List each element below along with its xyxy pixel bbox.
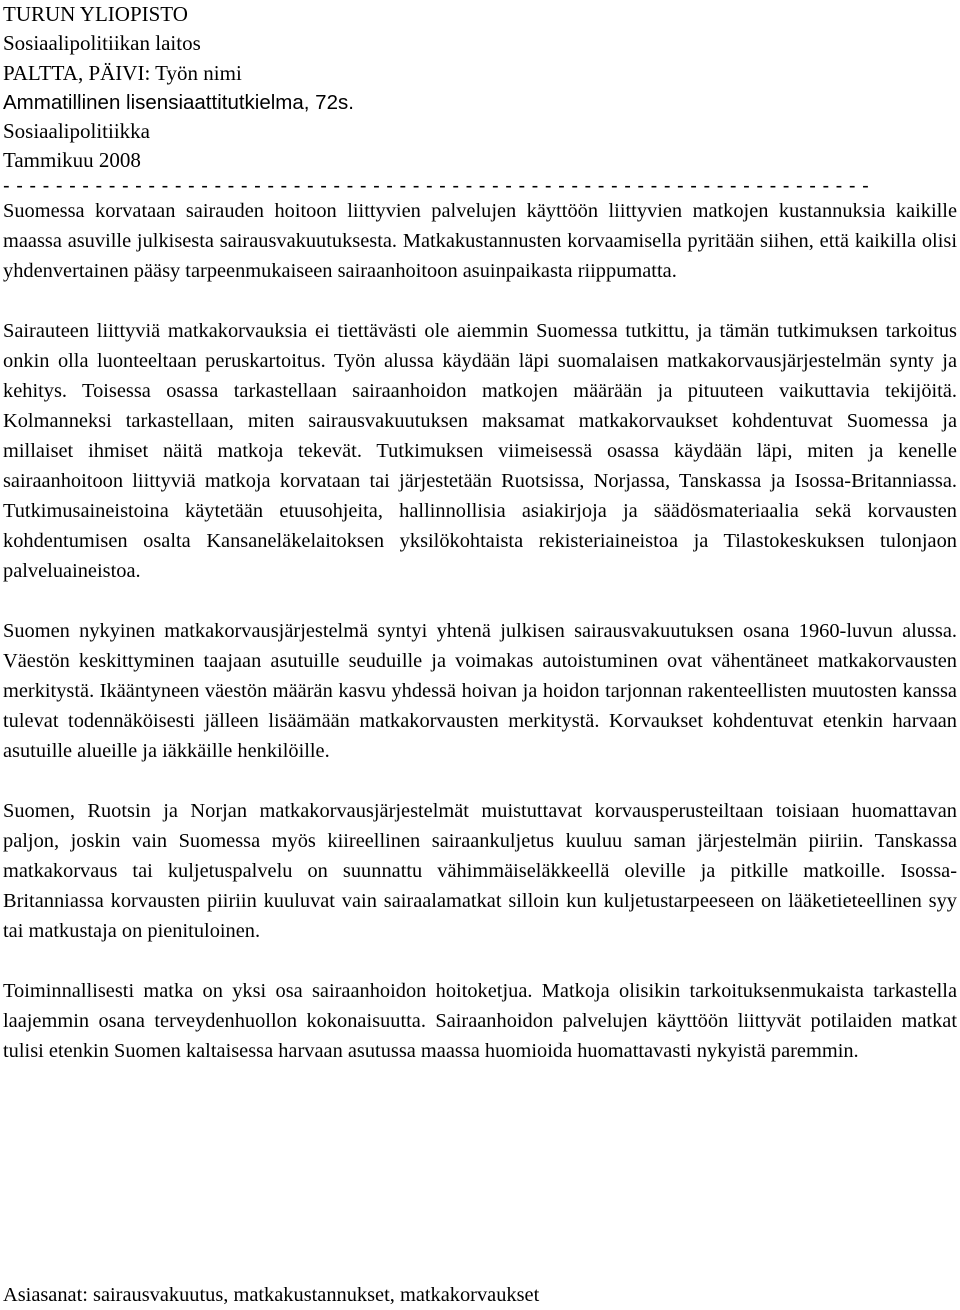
subject: Sosiaalipolitiikka xyxy=(3,119,150,144)
document-page xyxy=(3,0,957,1306)
thesis-type: Ammatillinen lisensiaattitutkielma, 72s. xyxy=(3,90,354,114)
abstract-body xyxy=(3,196,957,1066)
abstract-paragraph-3: Suomen nykyinen matkakorvausjärjestelmä syntyi yhtenä julkisen sairausvakuutuksen osana 1960-luvun alussa. Väestön keskittyminen taajaan asutuille seuduille ja voimakas autoistuminen ovat vähentäneet matkakorvausten merkitystä. Ikääntyneen väestön määrän kasvu yhdessä hoivan ja hoidon tarjonnan rakenteellisten muutosten kanssa tulevat todennäköisesti jälleen lisäämään matkakorvausten merkitystä. Korvaukset kohdentuvat etenkin harvaan asutuille alueille ja iäkkäille henkilöille. xyxy=(3,619,957,762)
abstract-paragraph-1: Suomessa korvataan sairauden hoitoon liittyvien palvelujen käyttöön liittyvien matkojen kustannuksia kaikille maassa asuville julkisesta sairausvakuutuksesta. Matkakustannusten korvaamisella pyritään siihen, että kaikilla olisi yhdenvertainen pääsy tarpeenmukaiseen sairaanhoitoon asuinpaikasta riippumatta. xyxy=(3,199,957,282)
header-block xyxy=(3,0,957,176)
dashed-divider: - - - - - - - - - - - - - - - - - - - - - - - - - - - - - - - - - - - - - - - - - - - - - - - - - - - - - - - - - - - - - - - - - - xyxy=(3,175,870,196)
university-name: TURUN YLIOPISTO xyxy=(3,2,188,26)
date: Tammikuu 2008 xyxy=(3,148,141,173)
abstract-paragraph-4: Suomen, Ruotsin ja Norjan matkakorvausjärjestelmät muistuttavat korvausperusteiltaan toisiaan huomattavan paljon, joskin vain Suomessa myös kiireellinen sairaankuljetus kuuluu saman järjestelmän piiriin. Tanskassa matkakorvaus tai kuljetuspalvelu on suunnattu vähimmäiseläkkeellä oleville ja pitkille matkoille. Isossa-Britanniassa korvausten piiriin kuuluvat vain sairaalamatkat silloin kun kuljetustarpeeseen on lääketieteellinen syy tai matkustaja on pienituloinen. xyxy=(3,799,957,942)
author-and-title: PALTTA, PÄIVI: Työn nimi xyxy=(3,60,242,85)
abstract-paragraph-5: Toiminnallisesti matka on yksi osa sairaanhoidon hoitoketjua. Matkoja olisikin tarkoituksenmukaista tarkastella laajemmin osana terveydenhuollon kokonaisuutta. Sairaanhoidon palvelujen käyttöön liittyvät potilaiden matkat tulisi etenkin Suomen kaltaisessa harvaan asutussa maassa huomioida huomattavasti nykyistä paremmin. xyxy=(3,979,957,1062)
department-name: Sosiaalipolitiikan laitos xyxy=(3,31,201,56)
keywords: Asiasanat: sairausvakuutus, matkakustannukset, matkakorvaukset xyxy=(3,1284,540,1306)
abstract-paragraph-2: Sairauteen liittyviä matkakorvauksia ei tiettävästi ole aiemmin Suomessa tutkittu, ja tämän tutkimuksen tarkoitus onkin olla luonteeltaan peruskartoitus. Työn alussa käydään läpi suomalaisen matkakorvausjärjestelmän synty ja kehitys. Toisessa osassa tarkastellaan sairaanhoidon matkojen määrään ja pituuteen vaikuttavia tekijöitä. Kolmanneksi tarkastellaan, miten sairausvakuutuksen maksamat matkakorvaukset kohdentuvat Suomessa ja millaiset ihmiset näitä matkoja tekevät. Tutkimuksen viimeisessä osassa käydään läpi, miten ja kenelle sairaanhoitoon liittyviä matkoja korvataan tai järjestetään Ruotsissa, Norjassa, Tanskassa ja Isossa-Britanniassa. Tutkimusaineistoina käytetään etuusohjeita, hallinnollisia asiakirjoja ja säädösmateriaalia sekä korvausten kohdentumisen osalta Kansaneläkelaitoksen yksilökohtaista rekisteriaineistoa ja Tilastokeskuksen tulonjaon palveluaineistoa. xyxy=(3,319,957,582)
